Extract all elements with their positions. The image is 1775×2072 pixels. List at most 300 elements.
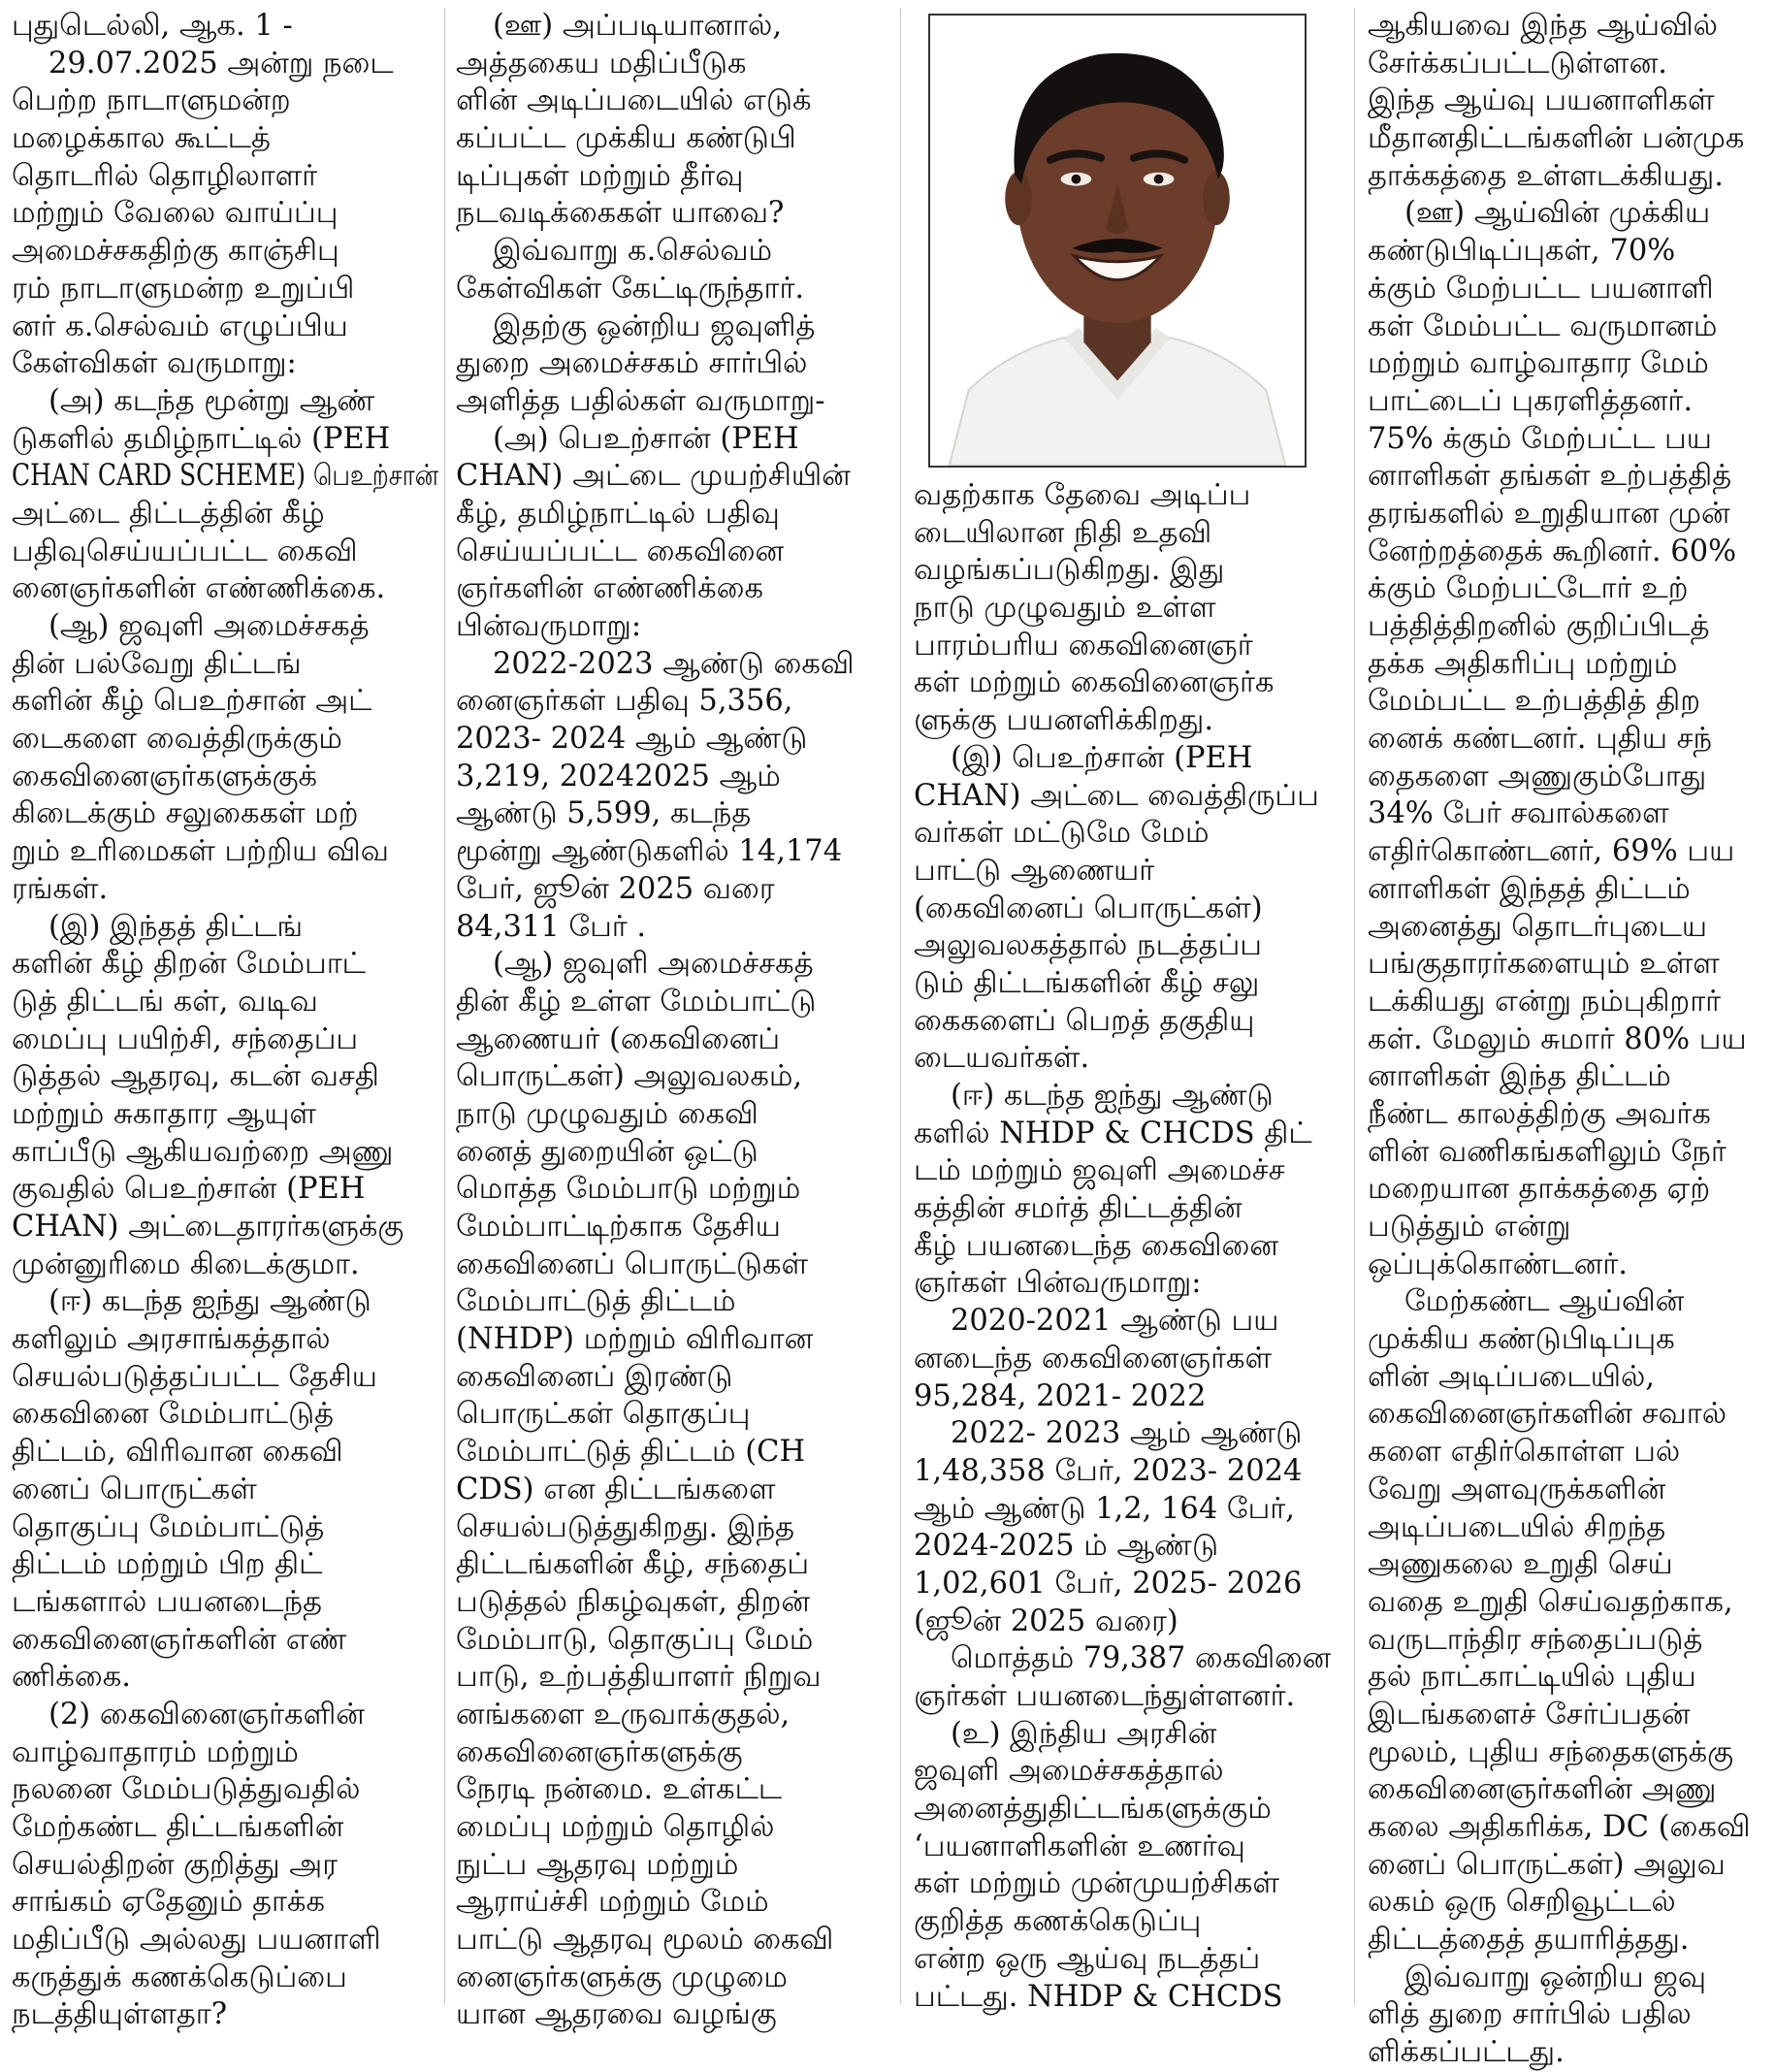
article-text-run: 1,02,601 பேர், 2025- 2026: [914, 1566, 1303, 1601]
article-text-line: [12, 1809, 438, 1847]
article-text-line: [12, 646, 438, 684]
article-text-line: [456, 1058, 883, 1096]
article-text-run: வதற்காக தேவை அடிப்ப: [914, 478, 1251, 512]
article-text-run: டைகளை வைத்திருக்கும்: [12, 722, 342, 757]
article-text-line: [1368, 646, 1775, 684]
article-text-run: CDS) என திட்டங்களை: [456, 1472, 776, 1506]
article-text-line: [1368, 1771, 1775, 1809]
article-text-run: புதுடெல்லி, ஆக. 1 -: [12, 9, 293, 43]
column-divider: [444, 8, 445, 2004]
article-text-line: [914, 1078, 1331, 1116]
article-text-line: [1368, 1996, 1775, 2034]
article-text-run: கண்டுபிடிப்புகள், 70%: [1368, 234, 1676, 269]
article-text-run: தரங்களில் உறுதியான முன்: [1368, 496, 1730, 531]
article-text-run: திட்டம், விரிவான கைவி: [12, 1435, 343, 1470]
article-column-2: [456, 8, 883, 2034]
article-text-run: நலனை மேம்படுத்துவதில்: [12, 1772, 361, 1807]
article-text-run: நாடு முழுவதும் கைவி: [456, 1096, 758, 1131]
article-text-line: [12, 421, 438, 459]
article-text-line: [914, 1678, 1331, 1716]
article-text-line: [456, 496, 883, 534]
article-text-run: செயல்படுத்துகிறது. இந்த: [456, 1509, 795, 1544]
article-text-line: [12, 683, 438, 721]
article-text-run: 84,311 பேர் .: [456, 909, 647, 944]
article-text-run: ளுக்கு பயனளிக்கிறது.: [914, 703, 1214, 738]
article-text-line: [456, 1359, 883, 1397]
article-text-run: அமைச்சகதிற்கு காஞ்சிபு: [12, 234, 339, 269]
article-text-run: னாளிகள் தங்கள் உற்பத்தித்: [1368, 459, 1732, 494]
article-text-run: (இ) பெஉற்சான் (PEH: [951, 740, 1253, 775]
article-text-run: பாட்டு ஆணையர்: [914, 853, 1155, 888]
article-text-line: [914, 1941, 1331, 1979]
article-text-line: [12, 1996, 438, 2034]
article-text-run: களிலும் அரசாங்கத்தால்: [12, 1322, 331, 1357]
article-text-run: (உ) இந்திய அரசின்: [951, 1716, 1217, 1751]
article-text-line: [456, 195, 883, 233]
article-text-line: [456, 984, 883, 1021]
article-text-run: தைகளை அணுகும்போது: [1368, 759, 1707, 793]
article-text-line: [456, 1396, 883, 1434]
article-text-run: துறை அமைச்சகம் சார்பில்: [456, 346, 808, 381]
article-text-run: ஞர்கள் பயனடைந்துள்ளனர்.: [914, 1679, 1296, 1713]
article-text-run: மற்றும் வாழ்வாதார மேம்: [1368, 346, 1709, 381]
article-text-line: [914, 664, 1331, 702]
article-text-line: [456, 458, 883, 496]
article-text-line: [456, 1734, 883, 1772]
article-text-line: [12, 946, 438, 984]
article-text-line: [456, 345, 883, 383]
article-text-run: ளின் அடிப்படையில்,: [1368, 1359, 1656, 1394]
article-text-line: [456, 871, 883, 909]
article-text-line: [1368, 1847, 1775, 1885]
article-text-line: [12, 271, 438, 308]
article-text-line: [1368, 1884, 1775, 1922]
article-text-run: அளித்த பதில்கள் வருமாறு-: [456, 383, 825, 418]
article-text-run: 29.07.2025 அன்று நடை: [48, 46, 394, 81]
article-text-line: [12, 1321, 438, 1359]
article-text-line: [914, 1341, 1331, 1378]
article-text-run: டிப்புகள் மற்றும் தீர்வு: [456, 158, 744, 193]
article-text-line: [914, 1791, 1331, 1829]
article-text-line: [12, 1847, 438, 1885]
article-text-line: [12, 120, 438, 158]
article-text-line: [456, 646, 883, 684]
article-text-run: மேம்பாட்டுத் திட்டம்: [456, 1284, 736, 1319]
article-text-line: [456, 570, 883, 608]
article-text-line: [456, 759, 883, 796]
article-text-run: நாடு முழுவதும் உள்ள: [914, 591, 1216, 626]
article-text-line: [12, 534, 438, 571]
article-text-run: டக்கியது என்று நம்புகிறார்: [1368, 984, 1722, 1019]
article-text-line: [1368, 984, 1775, 1021]
article-text-run: 75% க்கும் மேற்பட்ட பய: [1368, 421, 1712, 456]
article-text-line: [914, 1116, 1331, 1153]
article-text-run: களில் NHDP & CHCDS திட்: [914, 1116, 1312, 1150]
article-text-line: [914, 1491, 1331, 1529]
article-text-run: யான ஆதரவை வழங்கு: [456, 1997, 777, 2032]
article-text-line: [1368, 1058, 1775, 1096]
article-text-run: CHAN) அட்டை வைத்திருப்ப: [914, 778, 1319, 813]
article-text-line: [914, 1265, 1331, 1303]
article-text-run: களின் கீழ் திறன் மேம்பாட்: [12, 947, 366, 982]
article-text-line: [1368, 383, 1775, 421]
article-text-line: [12, 1959, 438, 1997]
article-text-line: [914, 1228, 1331, 1266]
article-text-line: [456, 721, 883, 759]
article-text-run: பேர், ஜூன் 2025 வரை: [456, 871, 775, 906]
article-text-run: ஆணையர் (கைவினைப்: [456, 1021, 781, 1056]
article-text-run: கருத்துக் கணக்கெடுப்பை: [12, 1959, 347, 1994]
article-text-run: 2023- 2024 ஆம் ஆண்டு: [456, 722, 808, 757]
article-text-run: கைவினைஞர்களின் எண்: [12, 1622, 347, 1657]
article-text-run: கேள்விகள் கேட்டிருந்தார்.: [456, 271, 805, 306]
article-text-run: ஆம் ஆண்டு 1,2, 164 பேர்,: [914, 1491, 1295, 1526]
article-text-run: க்கும் மேற்பட்டோர் உற்: [1368, 571, 1689, 606]
article-text-line: [456, 1246, 883, 1284]
article-text-run: ஞர்கள் பின்வருமாறு:: [914, 1266, 1202, 1301]
article-text-run: இவ்வாறு ஒன்றிய ஜவு: [1404, 1959, 1707, 1994]
article-text-run: பத்தித்திறனில் குறிப்பிடத்: [1368, 609, 1710, 643]
article-text-line: [1368, 1134, 1775, 1172]
portrait-image: [930, 16, 1305, 466]
article-text-run: ணிக்கை.: [12, 1660, 131, 1695]
article-text-run: பாட்டைப் புகரளித்தனர்.: [1368, 383, 1694, 418]
article-text-run: கைவினைஞர்களுக்கு: [456, 1734, 743, 1769]
article-text-run: இந்த ஆய்வு பயனாளிகள்: [1368, 83, 1715, 118]
article-text-line: [456, 795, 883, 833]
article-text-run: பட்டது. NHDP & CHCDS: [914, 1979, 1283, 2014]
article-text-run: தின் கீழ் உள்ள மேம்பாட்டு: [456, 984, 817, 1019]
article-text-run: பின்வருமாறு:: [456, 609, 642, 643]
article-text-line: [12, 759, 438, 796]
article-text-line: [914, 965, 1331, 1003]
article-text-line: [1368, 496, 1775, 534]
article-text-run: கீழ் பயனடைந்த கைவினை: [914, 1228, 1278, 1263]
article-text-run: மேற்கண்ட ஆய்வின்: [1404, 1284, 1685, 1319]
article-text-run: மறையான தாக்கத்தை ஏற்: [1368, 1172, 1711, 1207]
article-text-run: காப்பீடு ஆகியவற்றை அணு: [12, 1134, 394, 1169]
article-text-line: [12, 1697, 438, 1734]
article-text-run: பதிவுசெய்யப்பட்ட கைவி: [12, 534, 358, 568]
article-text-run: றும் உரிமைகள் பற்றிய விவ: [12, 834, 389, 869]
article-text-run: 1,48,358 பேர், 2023- 2024: [914, 1453, 1303, 1488]
article-text-line: [914, 853, 1331, 890]
article-text-run: வர்கள் மட்டுமே மேம்: [914, 816, 1210, 851]
article-text-line: [12, 8, 438, 46]
article-text-run: டையவர்கள்.: [914, 1041, 1090, 1076]
article-text-line: [456, 1884, 883, 1922]
article-text-run: பொருட்கள்) அலுவலகம்,: [456, 1059, 803, 1094]
article-text-run: தின் பல்வேறு திட்டங்: [12, 646, 302, 681]
article-text-run: மதிப்பீடு அல்லது பயனாளி: [12, 1923, 381, 1958]
article-text-line: [1368, 1697, 1775, 1734]
article-text-run: ஒப்புக்கொண்டனர்.: [1368, 1246, 1628, 1281]
article-text-line: [456, 1096, 883, 1134]
article-text-line: [914, 628, 1331, 665]
article-text-line: [456, 1847, 883, 1885]
article-text-line: [456, 946, 883, 984]
article-text-line: [456, 158, 883, 196]
article-text-run: நீண்ட காலத்திற்கு அவர்க: [1368, 1096, 1711, 1131]
article-text-line: [1368, 1021, 1775, 1059]
article-text-line: [12, 1659, 438, 1697]
article-text-line: [12, 158, 438, 196]
article-text-line: [456, 1996, 883, 2034]
article-text-run: இவ்வாறு க.செல்வம்: [493, 234, 773, 269]
article-text-line: [1368, 120, 1775, 158]
article-text-run: னைப் பொருட்கள்: [12, 1472, 257, 1506]
article-text-line: [914, 1003, 1331, 1041]
article-text-line: [1368, 1472, 1775, 1509]
article-text-run: (அ) பெஉற்சான் (PEH: [493, 421, 799, 456]
article-text-line: [12, 233, 438, 271]
article-text-line: [456, 683, 883, 721]
article-text-run: கத்தின் சமர்த் திட்டத்தின்: [914, 1191, 1242, 1226]
article-text-run: னேற்றத்தைக் கூறினர். 60%: [1368, 534, 1737, 568]
article-text-line: [1368, 458, 1775, 496]
article-text-line: [456, 1622, 883, 1660]
article-text-run: கைகளைப் பெறத் தகுதியு: [914, 1003, 1255, 1038]
article-text-run: முக்கிய கண்டுபிடிப்புக: [1368, 1322, 1675, 1357]
article-text-run: களின் கீழ் பெஉற்சான் அட்: [12, 684, 372, 719]
article-text-line: [1368, 1246, 1775, 1284]
article-text-run: வதை உறுதி செய்வதற்காக,: [1368, 1584, 1733, 1619]
article-text-run: பாரம்பரிய கைவினைஞர்: [914, 628, 1253, 663]
article-text-run: (அ) கடந்த மூன்று ஆண்: [48, 383, 375, 418]
article-text-line: [12, 1922, 438, 1959]
article-text-line: [456, 1584, 883, 1622]
article-column-1: [12, 8, 438, 2034]
article-text-run: கலை அதிகரிக்க, DC (கைவி: [1368, 1810, 1751, 1844]
article-text-run: கைவினைப் பொருட்டுகள்: [456, 1246, 809, 1281]
article-text-run: (இ) இந்தத் திட்டங்: [48, 909, 304, 944]
article-text-line: [456, 1509, 883, 1547]
article-text-run: டுத் திட்டங் கள், வடிவ: [12, 984, 318, 1019]
article-text-line: [456, 233, 883, 271]
article-text-line: [12, 608, 438, 646]
article-text-line: [1368, 1283, 1775, 1321]
article-text-run: அத்தகைய மதிப்பீடுக: [456, 46, 747, 81]
article-text-run: மொத்தம் 79,387 கைவினை: [951, 1641, 1331, 1676]
article-text-run: என்ற ஒரு ஆய்வு நடத்தப்: [914, 1941, 1261, 1976]
article-text-run: மூலம், புதிய சந்தைகளுக்கு: [1368, 1734, 1734, 1769]
article-text-line: [456, 534, 883, 571]
article-text-line: [1368, 1922, 1775, 1959]
article-text-run: வழங்கப்படுகிறது. இது: [914, 553, 1225, 588]
article-text-run: CHAN) அட்டைதாரர்களுக்கு: [12, 1210, 404, 1244]
article-text-line: [914, 1865, 1331, 1903]
article-text-line: [456, 909, 883, 947]
article-text-line: [914, 702, 1331, 740]
article-text-line: [1368, 1434, 1775, 1472]
article-text-line: [1368, 759, 1775, 796]
article-text-line: [914, 1453, 1331, 1491]
article-text-run: மேம்பாட்டுத் திட்டம் (CH: [456, 1435, 806, 1470]
article-text-run: நடத்தியுள்ளதா?: [12, 1997, 228, 2032]
article-text-line: [1368, 233, 1775, 271]
article-text-line: [914, 1528, 1331, 1566]
article-text-run: மைப்பு மற்றும் தொழில்: [456, 1810, 775, 1844]
article-text-line: [456, 608, 883, 646]
article-text-run: பாடு, உற்பத்தியாளர் நிறுவ: [456, 1660, 822, 1695]
article-text-line: [1368, 1959, 1775, 1997]
article-text-run: கீழ், தமிழ்நாட்டில் பதிவு: [456, 496, 780, 531]
article-text-line: [1368, 1659, 1775, 1697]
article-text-run: திட்டத்தைத் தயாரித்தது.: [1368, 1923, 1690, 1958]
article-text-line: [12, 1171, 438, 1209]
article-text-line: [914, 1979, 1331, 2017]
article-text-run: ‘பயனாளிகளின் உணர்வு: [914, 1829, 1245, 1863]
article-text-run: னடைந்த கைவினைஞர்கள்: [914, 1341, 1273, 1376]
article-text-line: [1368, 421, 1775, 459]
article-text-line: [12, 909, 438, 947]
article-text-line: [1368, 82, 1775, 120]
article-text-line: [914, 927, 1331, 965]
article-text-run: ரம் நாடாளுமன்ற உறுப்பி: [12, 271, 355, 306]
article-text-line: [1368, 683, 1775, 721]
article-text-run: (ஈ) கடந்த ஐந்து ஆண்டு: [951, 1079, 1274, 1113]
column-divider: [1354, 8, 1355, 2004]
article-text-line: [1368, 1359, 1775, 1397]
article-text-line: [1368, 570, 1775, 608]
article-text-run: ஞர்களின் எண்ணிக்கை: [456, 571, 764, 606]
article-text-run: பாட்டு ஆதரவு மூலம் கைவி: [456, 1923, 834, 1958]
article-text-line: [1368, 946, 1775, 984]
article-text-line: [1368, 1396, 1775, 1434]
article-text-line: [12, 195, 438, 233]
article-text-line: [1368, 271, 1775, 308]
article-text-run: மற்றும் வேலை வாய்ப்பு: [12, 196, 339, 231]
article-text-run: மேம்பாடு, தொகுப்பு மேம்: [456, 1622, 814, 1657]
article-text-run: கைவினைப் இரண்டு: [456, 1359, 733, 1394]
article-text-line: [456, 1209, 883, 1246]
article-text-run: CHAN CARD SCHEME) பெஉற்சான்: [12, 459, 438, 494]
article-text-line: [12, 1734, 438, 1772]
article-text-line: [1368, 8, 1775, 46]
article-text-line: [1368, 608, 1775, 646]
article-text-run: ரங்கள்.: [12, 871, 109, 906]
article-text-line: [456, 8, 883, 46]
article-text-line: [12, 1884, 438, 1922]
article-text-run: னைஞர்களின் எண்ணிக்கை.: [12, 571, 386, 606]
article-text-line: [12, 1396, 438, 1434]
article-text-run: கைவினை மேம்பாட்டுத்: [12, 1397, 334, 1432]
article-text-line: [456, 308, 883, 346]
article-text-line: [1368, 2034, 1775, 2072]
article-text-run: மற்றும் சுகாதார ஆயுள்: [12, 1096, 316, 1131]
article-text-line: [914, 1603, 1331, 1641]
article-text-run: அனைத்து தொடர்புடைய: [1368, 909, 1708, 944]
article-text-line: [12, 1283, 438, 1321]
article-text-run: அனைத்துதிட்டங்களுக்கும்: [914, 1792, 1272, 1827]
article-text-line: [456, 1171, 883, 1209]
article-text-line: [12, 1096, 438, 1134]
article-text-run: னாளிகள் இந்த திட்டம்: [1368, 1059, 1671, 1094]
article-text-line: [12, 871, 438, 909]
article-text-line: [12, 46, 438, 83]
article-text-run: (2) கைவினைஞர்களின்: [48, 1697, 365, 1732]
article-text-run: தொடரில் தொழிலாளர்: [12, 158, 318, 193]
article-text-run: மைப்பு பயிற்சி, சந்தைப்ப: [12, 1021, 359, 1056]
article-text-line: [914, 590, 1331, 628]
article-text-line: [914, 1303, 1331, 1341]
article-text-run: மேம்பட்ட உற்பத்தித் திற: [1368, 684, 1700, 719]
article-text-line: [12, 1058, 438, 1096]
article-text-run: ஆராய்ச்சி மற்றும் மேம்: [456, 1885, 769, 1920]
article-text-run: நுட்ப ஆதரவு மற்றும்: [456, 1847, 739, 1882]
article-text-run: 34% பேர் சவால்களை: [1368, 796, 1669, 831]
article-text-line: [456, 1697, 883, 1734]
article-text-run: அணுகலை உறுதி செய்: [1368, 1547, 1673, 1582]
article-text-line: [914, 815, 1331, 853]
article-text-line: [914, 1903, 1331, 1941]
article-text-run: இடங்களைச் சேர்ப்பதன்: [1368, 1697, 1691, 1732]
article-text-line: [1368, 345, 1775, 383]
article-text-line: [456, 421, 883, 459]
article-text-line: [456, 1659, 883, 1697]
article-text-run: (ஜூன் 2025 வரை): [914, 1603, 1178, 1638]
article-text-run: கைவினைஞர்களுக்குக்: [12, 759, 318, 793]
mp-portrait-photo: [928, 14, 1307, 468]
article-text-run: ஆகியவை இந்த ஆய்வில்: [1368, 9, 1718, 43]
article-text-run: திட்டம் மற்றும் பிற திட்: [12, 1547, 323, 1582]
article-text-line: [456, 1434, 883, 1472]
article-text-run: எதிர்கொண்டனர், 69% பய: [1368, 834, 1735, 869]
article-text-run: படுத்தும் என்று: [1368, 1210, 1571, 1244]
article-text-run: CHAN) அட்டை முயற்சியின்: [456, 459, 851, 494]
article-text-line: [456, 120, 883, 158]
article-text-line: [1368, 1622, 1775, 1660]
article-text-line: [914, 552, 1331, 590]
article-text-run: ஆண்டு 5,599, கடந்த: [456, 796, 752, 831]
article-text-run: டம் மற்றும் ஜவுளி அமைச்ச: [914, 1153, 1285, 1188]
article-text-run: ஜவுளி அமைச்சகத்தால்: [914, 1754, 1224, 1789]
article-text-run: ளின் வணிகங்களிலும் நேர்: [1368, 1134, 1727, 1169]
article-text-run: 2020-2021 ஆண்டு பய: [951, 1304, 1279, 1339]
article-text-line: [12, 82, 438, 120]
article-text-line: [12, 833, 438, 871]
article-text-line: [1368, 1321, 1775, 1359]
article-text-line: [456, 82, 883, 120]
article-text-line: [914, 778, 1331, 816]
article-text-line: [456, 1283, 883, 1321]
article-text-run: (ஆ) ஜவுளி அமைச்சகத்: [493, 947, 814, 982]
article-text-line: [12, 1622, 438, 1660]
article-text-run: கள் மற்றும் முன்முயற்சிகள்: [914, 1866, 1279, 1901]
article-text-line: [12, 1246, 438, 1284]
article-text-line: [456, 1546, 883, 1584]
article-text-run: (ஊ) அப்படியானால்,: [493, 9, 783, 43]
article-text-line: [12, 383, 438, 421]
article-text-run: தொகுப்பு மேம்பாட்டுத்: [12, 1509, 325, 1544]
article-text-line: [1368, 1584, 1775, 1622]
article-text-run: (ஈ) கடந்த ஐந்து ஆண்டு: [48, 1284, 371, 1319]
article-text-line: [1368, 534, 1775, 571]
article-text-run: (ஆ) ஜவுளி அமைச்சகத்: [48, 609, 370, 643]
article-text-run: சேர்க்கப்பட்டடுள்ளன.: [1368, 46, 1667, 81]
article-text-line: [1368, 1546, 1775, 1584]
article-text-run: வருடாந்திர சந்தைப்படுத்: [1368, 1622, 1703, 1657]
article-text-run: தாக்கத்தை உள்ளடக்கியது.: [1368, 158, 1724, 193]
article-text-run: மழைக்கால கூட்டத்: [12, 121, 271, 156]
article-text-line: [12, 570, 438, 608]
article-text-run: வேறு அளவுருக்களின்: [1368, 1472, 1666, 1506]
article-text-run: கள் மேம்பட்ட வருமானம்: [1368, 308, 1718, 343]
article-text-line: [914, 1640, 1331, 1678]
article-text-run: குவதில் பெஉற்சான் (PEH: [12, 1172, 366, 1207]
article-text-run: சாங்கம் ஏதேனும் தாக்க: [12, 1885, 325, 1920]
article-text-run: னாளிகள் இந்தத் திட்டம்: [1368, 871, 1691, 906]
